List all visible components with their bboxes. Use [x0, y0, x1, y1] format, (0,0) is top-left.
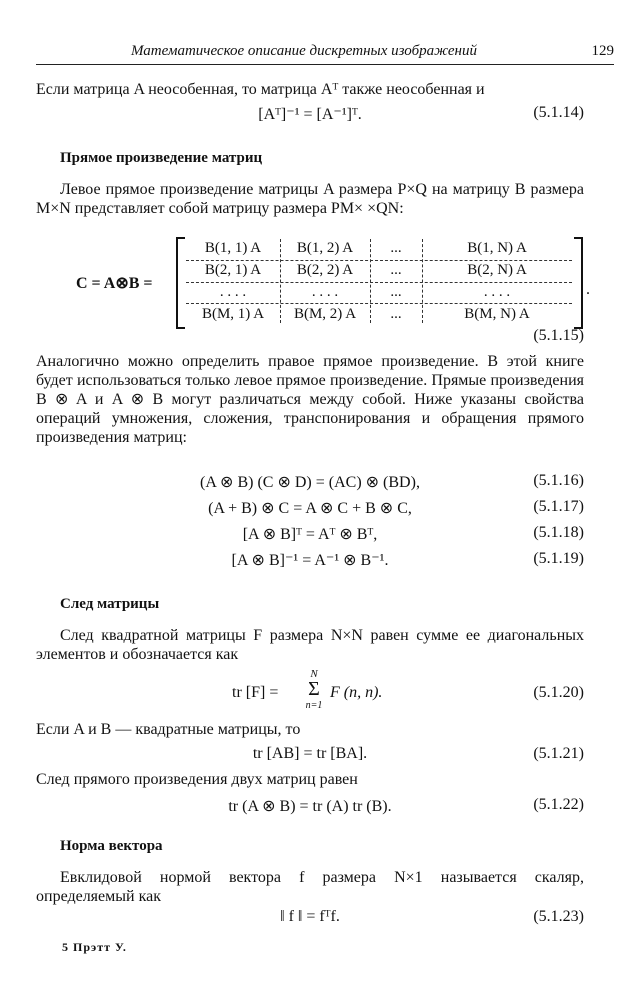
equation-5-1-15: [36, 327, 584, 351]
matrix-cell: B(1, 1) A: [204, 240, 262, 256]
equation-5-1-18: [36, 524, 584, 548]
kronecker-matrix: [60, 237, 590, 327]
trace-text-2: Если A и B — квадратные матрицы, то: [36, 721, 301, 738]
trace-paragraph: След квадратной матрицы F размера N×N равен сумме ее диагональных элементов и обозначается как: [36, 627, 584, 663]
left-bracket: [176, 237, 185, 329]
matrix-cell: B(1, N) A: [467, 240, 527, 256]
equation-5-1-22: [36, 796, 584, 820]
equation-formula: tr [AB] = tr [BA].: [252, 745, 368, 762]
matrix-cell: B(1, 2) A: [296, 240, 354, 256]
equation-5-1-17: [36, 498, 584, 522]
equation-5-1-23: [36, 908, 584, 932]
matrix-cell: B(M, 1) A: [201, 306, 265, 322]
kronecker-paragraph-2: Аналогично можно определить правое прямое произведение. В этой книге будет использоваться только левое прямое произведение. Прямые произведения B ⊗ A и A ⊗ B могут различаться между собой. Ниже указаны свойства операций умножения, сложения, транспонирования и обращения прямого произведения матриц:: [36, 353, 584, 446]
matrix-column-divider: [280, 239, 281, 323]
matrix-cell: B(2, 2) A: [296, 262, 354, 278]
equation-number: (5.1.17): [533, 498, 584, 515]
equation-5-1-20: [36, 668, 584, 712]
matrix-cell: . . . .: [219, 284, 247, 300]
signature-mark: 5 Прэтт У.: [62, 940, 127, 954]
matrix-cell: B(2, 1) A: [204, 262, 262, 278]
equation-number: (5.1.16): [533, 472, 584, 489]
matrix-period: .: [586, 281, 590, 298]
equation-5-1-21: [36, 745, 584, 769]
right-bracket: [574, 237, 583, 329]
sum-upper-limit: N: [310, 668, 318, 680]
kronecker-paragraph: Левое прямое произведение матрицы A размера P×Q на матрицу B размера M×N представляет собой матрицу размера PM× ×QN:: [36, 181, 584, 217]
equation-number: (5.1.21): [533, 745, 584, 762]
equation-formula: ‖ f ‖ = fᵀf.: [280, 908, 340, 925]
matrix-cell: . . . .: [483, 284, 511, 300]
sum-lower-limit: n=1: [305, 700, 323, 711]
equation-formula: [Aᵀ]⁻¹ = [A⁻¹]ᵀ.: [258, 106, 362, 123]
heading-norm: Норма вектора: [60, 838, 163, 854]
matrix-cell: ...: [390, 306, 402, 322]
norm-paragraph: Евклидовой нормой вектора f размера N×1 называется скаляр, определяемый как: [36, 869, 584, 905]
matrix-column-divider: [370, 239, 371, 323]
equation-formula: (A ⊗ B) (C ⊗ D) = (AC) ⊗ (BD),: [200, 474, 420, 491]
matrix-lhs: C = A⊗B =: [76, 275, 153, 292]
matrix-cell: ...: [390, 240, 402, 256]
page-number: 129: [591, 43, 614, 59]
equation-lhs: tr [F] =: [232, 684, 279, 701]
heading-kronecker: Прямое произведение матриц: [60, 150, 263, 166]
heading-trace: След матрицы: [60, 596, 160, 612]
equation-formula: [A ⊗ B]ᵀ = Aᵀ ⊗ Bᵀ,: [242, 526, 378, 543]
equation-5-1-14: [36, 104, 584, 128]
equation-number: (5.1.14): [533, 104, 584, 121]
matrix-cell: B(M, 2) A: [293, 306, 357, 322]
matrix-cell: . . . .: [311, 284, 339, 300]
matrix-cell: ...: [390, 262, 402, 278]
equation-number: (5.1.20): [533, 684, 584, 701]
equation-number: (5.1.22): [533, 796, 584, 813]
matrix-cell: ...: [390, 284, 402, 300]
equation-number: (5.1.23): [533, 908, 584, 925]
matrix-cell: B(M, N) A: [464, 306, 530, 322]
trace-text-3: След прямого произведения двух матриц равен: [36, 771, 358, 788]
equation-formula: [A ⊗ B]⁻¹ = A⁻¹ ⊗ B⁻¹.: [231, 552, 389, 569]
equation-5-1-19: [36, 550, 584, 574]
equation-rhs: F (n, n).: [330, 684, 383, 701]
equation-number: (5.1.18): [533, 524, 584, 541]
equation-formula: (A + B) ⊗ C = A ⊗ C + B ⊗ C,: [208, 500, 412, 517]
sum-sign: Σ: [308, 678, 320, 700]
running-header: [36, 38, 614, 65]
equation-5-1-16: [36, 472, 584, 496]
equation-number: (5.1.19): [533, 550, 584, 567]
intro-text: Если матрица A неособенная, то матрица Aᵀ также неособенная и: [36, 81, 485, 98]
equation-number: (5.1.15): [533, 327, 584, 344]
equation-formula: tr (A ⊗ B) = tr (A) tr (B).: [228, 798, 392, 815]
matrix-column-divider: [422, 239, 423, 323]
matrix-cell: B(2, N) A: [467, 262, 527, 278]
header-title: Математическое описание дискретных изображений: [131, 43, 477, 59]
